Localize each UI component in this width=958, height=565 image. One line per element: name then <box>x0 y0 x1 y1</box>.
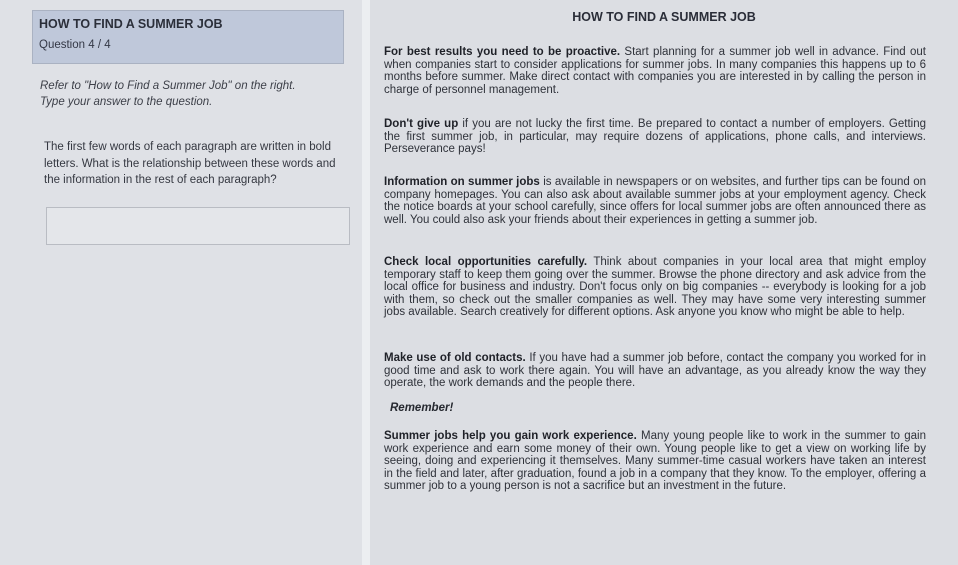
paragraph-body: if you are not lucky the first time. Be prepared to contact a number of employers. Getting the first summer job, in particular, may require dozens of applications, phone calls, and interviews. Perseverance pays! <box>384 118 926 156</box>
paragraph-local-opportunities <box>384 256 926 319</box>
paragraph-body: is available in newspapers or on websites, and further tips can be found on company homepages. You can also ask about available summer jobs at your employment agency. Check the notice boards at your school carefully, since offers for local summer jobs are often announced there as well. You could also ask your friends about their experiences in getting a summer job. <box>384 176 926 226</box>
paragraph-lead: Summer jobs help you gain work experience. <box>384 430 637 442</box>
paragraph-lead: Information on summer jobs <box>384 176 540 188</box>
paragraph-body: Start planning for a summer job well in advance. Find out when companies start to consider applications for summer jobs. In many companies this happens up to 6 months before summer. Make direct contact with companies you are interested in by calling the person in charge of personnel management. <box>384 46 926 96</box>
remember-heading: Remember! <box>390 402 454 414</box>
pane-divider[interactable] <box>362 0 370 565</box>
answer-input[interactable] <box>46 207 350 245</box>
paragraph-body: Think about companies in your local area that might employ temporary staff to keep them going over the summer. Browse the phone directory and ask advice from the local office for business and industry. Don't focus only on big companies -- everybody is looking for a job with them, so check out the smaller companies as well. They may have some very interesting summer jobs available. Search creatively for different options. Ask anyone you know who might be able to help. <box>384 256 927 319</box>
paragraph-body: Many young people like to work in the summer to gain work experience and earn some money of their own. Young people like to get a view on working life by seeing, doing and experiencing it themselves. Many summer-time casual workers have taken an interest in the field and later, after graduation, found a job in a company that they know. To the employer, offering a summer job to a young person is not a sacrifice but an investment in the future. <box>384 430 927 493</box>
paragraph-lead: Check local opportunities carefully. <box>384 256 588 268</box>
paragraph-lead: For best results you need to be proactive. <box>384 46 621 58</box>
question-panel <box>0 0 362 565</box>
paragraph-old-contacts <box>384 352 926 390</box>
unit-title: HOW TO FIND A SUMMER JOB <box>39 17 223 31</box>
instruction-refer: Refer to "How to Find a Summer Job" on the right. <box>40 80 296 92</box>
article-panel <box>370 0 958 565</box>
article-title: HOW TO FIND A SUMMER JOB <box>572 10 756 24</box>
paragraph-lead: Make use of old contacts. <box>384 352 526 364</box>
question-header <box>32 10 344 64</box>
question-prompt: The first few words of each paragraph are written in bold letters. What is the relationship between these words and the information in the rest of each paragraph? <box>44 141 336 186</box>
paragraph-lead: Don't give up <box>384 118 459 130</box>
paragraph-dont-give-up <box>384 118 926 156</box>
instruction-type: Type your answer to the question. <box>40 96 213 108</box>
paragraph-work-experience <box>384 430 926 493</box>
paragraph-proactive <box>384 46 926 96</box>
paragraph-body: If you have had a summer job before, contact the company you worked for in good time and ask to work there again. You will have an advantage, as you already know the way they operate, the work demands and the people there. <box>384 352 926 390</box>
question-counter: Question 4 / 4 <box>39 39 111 51</box>
paragraph-information <box>384 176 926 226</box>
